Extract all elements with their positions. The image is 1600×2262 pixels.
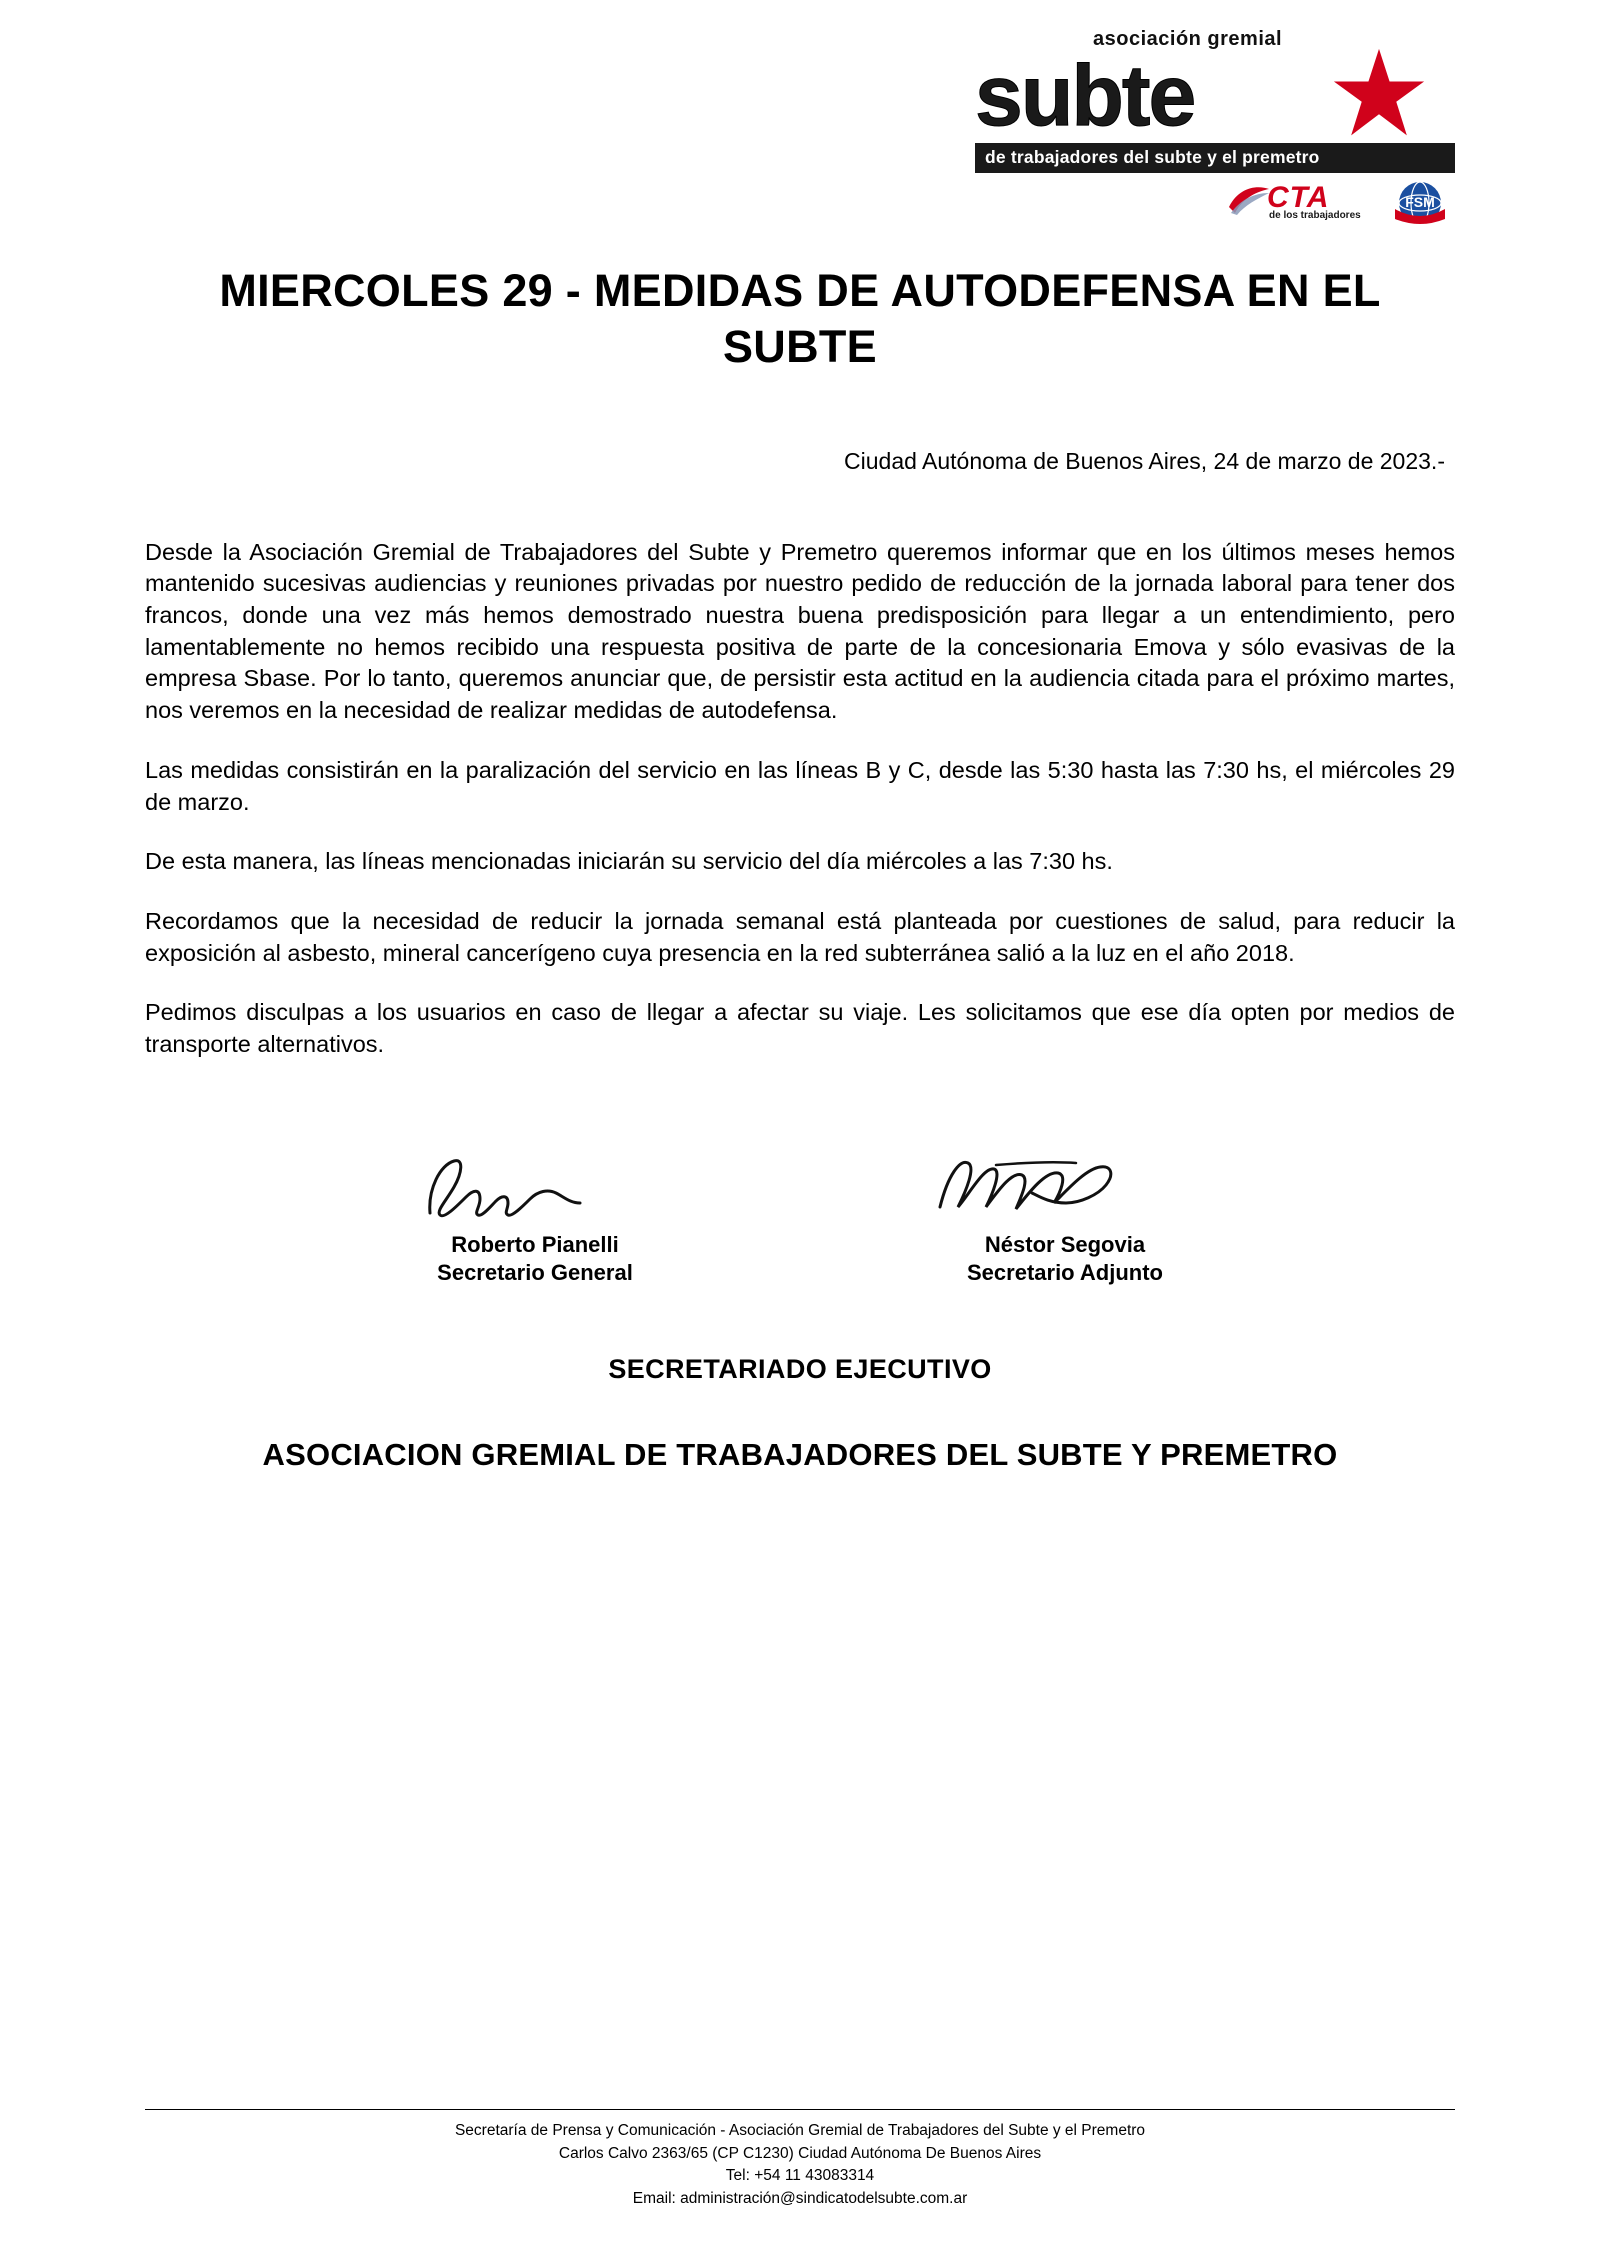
subte-union-logo — [975, 28, 1455, 227]
signature-name: Roberto Pianelli — [451, 1231, 619, 1257]
signature-block — [145, 1145, 1455, 1288]
handwritten-signature-icon — [900, 1145, 1200, 1231]
fsm-badge — [1391, 179, 1449, 227]
paragraph-4: Recordamos que la necesidad de reducir la jornada semanal está planteada por cuestiones de salud, para reducir la exposición al asbesto, mineral cancerígeno cuya presencia en la red subterránea salió a la luz en el año 2018. — [145, 907, 1455, 966]
page-title: MIERCOLES 29 - MEDIDAS DE AUTODEFENSA EN EL SUBTE — [219, 265, 1381, 373]
footer-line-4: Email: administración@sindicatodelsubte.com.ar — [632, 2189, 968, 2207]
signature-role: Secretario Adjunto — [967, 1260, 1163, 1286]
signature-nestor-segovia — [900, 1145, 1230, 1288]
document-body — [145, 537, 1455, 1061]
footer-line-1: Secretaría de Prensa y Comunicación - Asociación Gremial de Trabajadores del Subte y el Premetro — [454, 2122, 1146, 2140]
cta-swoosh-icon — [1227, 183, 1271, 217]
paragraph-3: De esta manera, las líneas mencionadas iniciarán su servicio del día miércoles a las 7:30 hs. — [145, 848, 1113, 875]
cta-badge — [1227, 179, 1377, 227]
red-star-icon — [1331, 47, 1427, 143]
logo-subtitle-bar: de trabajadores del subte y el premetro — [975, 143, 1455, 173]
document-footer — [145, 2109, 1455, 2210]
paragraph-1: Desde la Asociación Gremial de Trabajadores del Subte y Premetro queremos informar que en los últimos meses hemos mantenido sucesivas audiencias y reuniones privadas por nuestro pedido de reducción de la jornada laboral para tener dos francos, donde una vez más hemos demostrado nuestra buena predisposición para llegar a un entendimiento, pero lamentablemente no hemos recibido una respuesta positiva de parte de la concesionaria Emova y sólo evasivas de la empresa Sbase. Por lo tanto, queremos anunciar que, de persistir esta actitud en la audiencia citada para el próximo martes, nos veremos en la necesidad de realizar medidas de autodefensa. — [145, 538, 1455, 724]
footer-line-2: Carlos Calvo 2363/65 (CP C1230) Ciudad Autónoma De Buenos Aires — [558, 2144, 1042, 2162]
signature-roberto-pianelli — [370, 1145, 700, 1288]
cta-label: CTA — [1267, 181, 1330, 214]
logo-wordmark-row — [975, 48, 1455, 144]
signature-name: Néstor Segovia — [984, 1231, 1146, 1257]
document-header — [145, 0, 1455, 245]
secretariado-heading: SECRETARIADO EJECUTIVO — [608, 1354, 992, 1385]
footer-line-3: Tel: +54 11 43083314 — [725, 2167, 875, 2185]
logo-wordmark: subte — [975, 48, 1195, 144]
place-and-date: Ciudad Autónoma de Buenos Aires, 24 de marzo de 2023.- — [844, 447, 1445, 474]
fsm-globe-icon — [1391, 179, 1449, 227]
logo-affiliation-badges — [975, 179, 1455, 227]
signature-role: Secretario General — [437, 1260, 633, 1286]
handwritten-signature-icon — [370, 1145, 670, 1231]
logo-tagline: asociación gremial — [1093, 28, 1283, 50]
cta-sublabel: de los trabajadores — [1269, 210, 1361, 221]
organization-name: ASOCIACION GREMIAL DE TRABAJADORES DEL SUBTE Y PREMETRO — [262, 1437, 1338, 1473]
svg-text:FSM: FSM — [1405, 194, 1435, 210]
paragraph-5: Pedimos disculpas a los usuarios en caso de llegar a afectar su viaje. Les solicitamos que ese día opten por medios de transporte alternativos. — [145, 999, 1455, 1058]
paragraph-2: Las medidas consistirán en la paralización del servicio en las líneas B y C, desde las 5:30 hasta las 7:30 hs, el miércoles 29 de marzo. — [145, 756, 1455, 815]
